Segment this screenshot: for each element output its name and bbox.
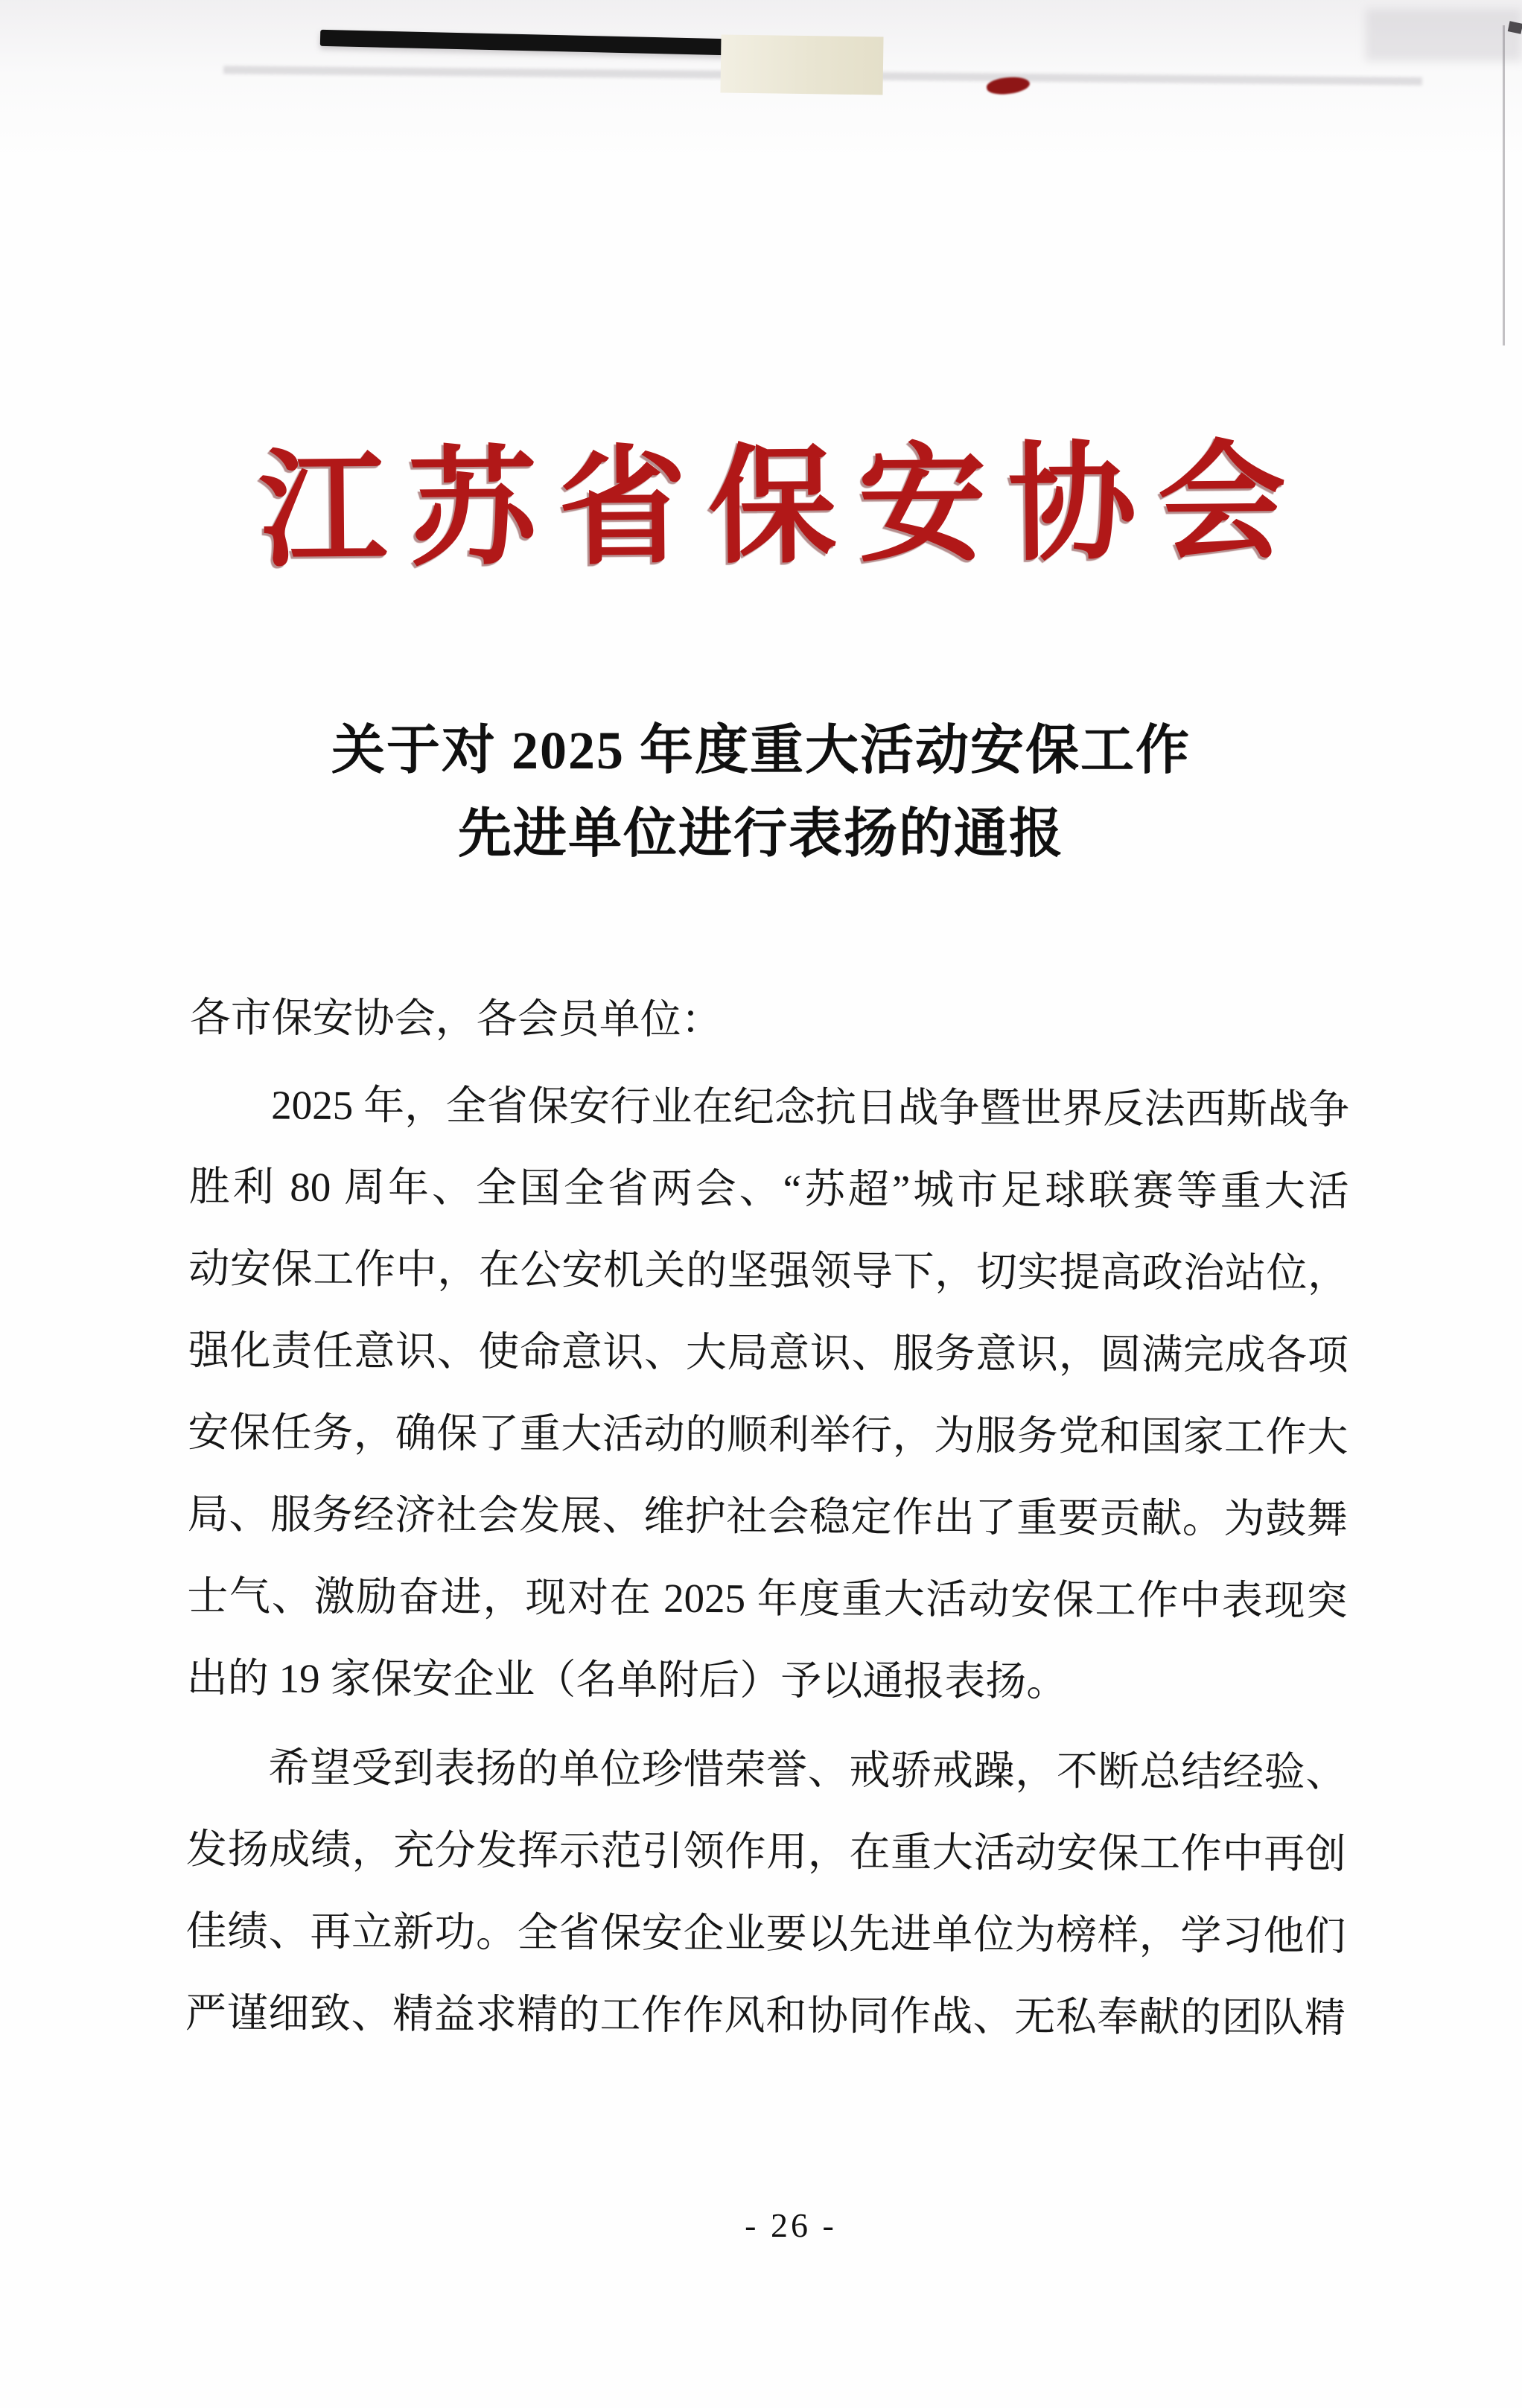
body-line: 发扬成绩，充分发挥示范引领作用，在重大活动安保工作中再创: [185, 1826, 1347, 1877]
scan-artifact-cream-patch: [720, 34, 883, 95]
body-line: 强化责任意识、使命意识、大局意识、服务意识，圆满完成各项: [188, 1327, 1349, 1378]
body-line: 希望受到表扬的单位珍惜荣誉、戒骄戒躁，不断总结经验、: [268, 1745, 1347, 1795]
organization-letterhead-title: 江苏省保安协会: [258, 432, 1309, 584]
body-line: 出的 19 家保安企业（名单附后）予以通报表扬。: [186, 1654, 1068, 1705]
body-line: 2025 年，全省保安行业在纪念抗日战争暨世界反法西斯战争: [271, 1082, 1350, 1133]
document-title-line1: 关于对 2025 年度重大活动安保工作: [331, 721, 1191, 780]
document-body: [185, 977, 1350, 2060]
body-line: 动安保工作中，在公安机关的坚强领导下，切实提高政治站位，: [188, 1245, 1349, 1296]
body-line: 佳绩、再立新功。全省保安企业要以先进单位为榜样，学习他们: [185, 1908, 1346, 1959]
body-line: 胜利 80 周年、全国全省两会、“苏超”城市足球联赛等重大活: [188, 1163, 1349, 1214]
document-title: [0, 709, 1522, 876]
salutation-line: 各市保安协会，各会员单位：: [189, 994, 722, 1043]
body-line: 严谨细致、精益求精的工作作风和协同作战、无私奉献的团队精: [185, 1990, 1346, 2041]
scan-artifact-right-edge-line: [1503, 25, 1505, 345]
document-title-line2: 先进单位进行表扬的通报: [457, 804, 1064, 864]
paragraph-1: [187, 1064, 1350, 1724]
scan-top-right-smudge: [1366, 9, 1522, 61]
body-line: 安保任务，确保了重大活动的顺利举行，为服务党和国家工作大: [188, 1409, 1349, 1460]
body-line: 局、服务经济社会发展、维护社会稳定作出了重要贡献。为鼓舞: [187, 1491, 1348, 1542]
scan-artifact-black-bar: [320, 30, 726, 55]
page-number: - 26 -: [745, 2206, 837, 2244]
body-line: 士气、激励奋进，现对在 2025 年度重大活动安保工作中表现突: [187, 1573, 1348, 1624]
paragraph-2: [185, 1727, 1347, 2060]
